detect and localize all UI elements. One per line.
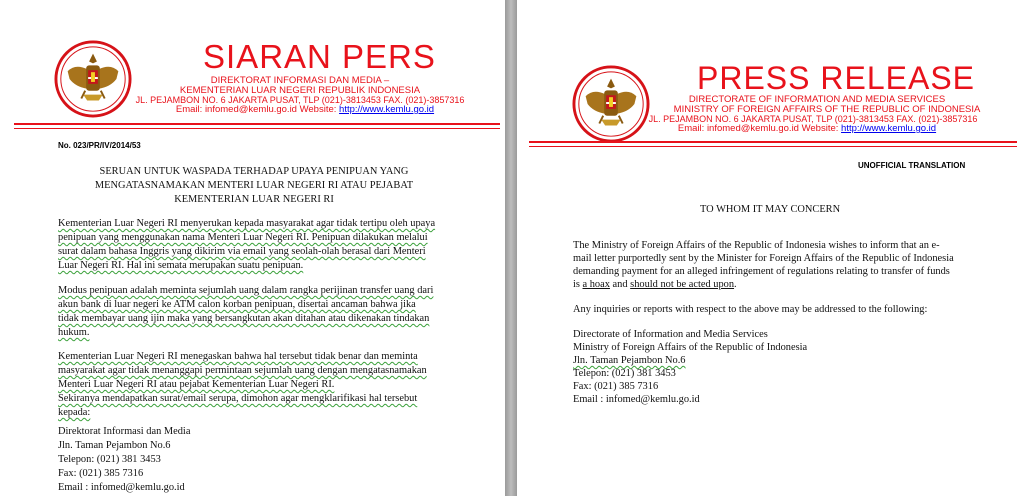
- contact-line: Fax: (021) 385 7316: [573, 381, 659, 392]
- paragraph-line: masyarakat agar tidak menanggapi permintaan sejumlah uang dengan mengatasnamakan: [58, 365, 427, 376]
- press-title: PRESS RELEASE: [697, 60, 975, 96]
- paragraph-line: tidak membayar uang ijin maka yang bersangkutan akan ditahan atau dikenakan tindakan: [58, 313, 430, 324]
- press-title: SIARAN PERS: [203, 38, 436, 75]
- website-link[interactable]: http://www.kemlu.go.id: [841, 123, 937, 134]
- paragraph-line: hukum.: [58, 327, 90, 338]
- page-gutter: [505, 0, 517, 496]
- contact-line: Email : infomed@kemlu.go.id: [573, 394, 700, 405]
- subject-line-3: KEMENTERIAN LUAR NEGERI RI: [174, 194, 334, 205]
- header-directorate: DIRECTORATE OF INFORMATION AND MEDIA SERVICES: [688, 94, 946, 105]
- contact-line: Directorate of Information and Media Services: [573, 329, 768, 340]
- contact-line: Email : infomed@kemlu.go.id: [58, 482, 185, 493]
- contact-line: Jln. Taman Pejambon No.6: [58, 440, 171, 451]
- paragraph-line: demanding payment for an alleged infringement of regulations relating to transfer of funds: [573, 266, 950, 277]
- document-page-left: [0, 0, 505, 496]
- paragraph-line: The Ministry of Foreign Affairs of the Republic of Indonesia wishes to inform that an e-: [573, 240, 940, 251]
- text-run: .: [734, 279, 737, 290]
- header-address: JL. PEJAMBON NO. 6 JAKARTA PUSAT, TLP (021)-3813453 FAX. (021)-3857316: [135, 95, 465, 105]
- header-rule: [14, 123, 500, 125]
- header-rule: [529, 141, 1017, 143]
- contact-line: Telepon: (021) 381 3453: [573, 368, 676, 379]
- header-directorate: DIREKTORAT INFORMASI DAN MEDIA –: [210, 75, 390, 86]
- inquiries-paragraph: Any inquiries or reports with respect to the above may be addressed to the following:: [573, 304, 928, 315]
- subject-line-2: MENGATASNAMAKAN MENTERI LUAR NEGERI RI ATAU PEJABAT: [94, 180, 414, 191]
- paragraph-line: mail letter purportedly sent by the Minister for Foreign Affairs of the Republic of Indonesia: [573, 253, 954, 264]
- garuda-emblem-icon: [54, 40, 132, 118]
- contact-line: Telepon: (021) 381 3453: [58, 454, 161, 465]
- paragraph-line: Kementerian Luar Negeri RI menyerukan kepada masyarakat agar tidak tertipu oleh upaya: [58, 218, 436, 229]
- document-page-right: [517, 0, 1022, 496]
- header-contact: [150, 105, 460, 115]
- contact-line: Ministry of Foreign Affairs of the Republic of Indonesia: [573, 342, 808, 353]
- unofficial-translation-label: UNOFFICIAL TRANSLATION: [858, 161, 966, 170]
- header-rule-thin: [14, 128, 500, 129]
- header-rule-thin: [529, 146, 1017, 147]
- not-acted-upon-text: should not be acted upon: [630, 279, 735, 290]
- paragraph-line: Menteri Luar Negeri RI atau pejabat Kementerian Luar Negeri RI.: [58, 379, 335, 390]
- text-run: and: [609, 279, 631, 290]
- contact-line: Jln. Taman Pejambon No.6: [573, 355, 686, 366]
- paragraph-line: kepada:: [58, 407, 91, 418]
- garuda-emblem-icon: [572, 65, 650, 143]
- salutation: TO WHOM IT MAY CONCERN: [700, 204, 841, 215]
- paragraph-line: Kementerian Luar Negeri RI menegaskan bahwa hal tersebut tidak benar dan meminta: [58, 351, 418, 362]
- hoax-text: a hoax: [582, 279, 610, 290]
- text-run: is: [573, 279, 583, 290]
- contact-line: Fax: (021) 385 7316: [58, 468, 144, 479]
- subject-line-1: SERUAN UNTUK WASPADA TERHADAP UPAYA PENIPUAN YANG: [99, 166, 409, 177]
- paragraph-line: akun bank di luar negeri ke ATM calon korban penipuan, disertai ancaman bahwa jika: [58, 299, 416, 310]
- paragraph-line: Sekiranya mendapatkan surat/email serupa, dimohon agar mengklarifikasi hal tersebut: [58, 393, 418, 404]
- header-ministry: MINISTRY OF FOREIGN AFFAIRS OF THE REPUBLIC OF INDONESIA: [673, 104, 981, 115]
- paragraph-line: Modus penipuan adalah meminta sejumlah uang dalam rangka perijinan transfer uang dari: [58, 285, 434, 296]
- release-number: No. 023/PR/IV/2014/53: [58, 141, 141, 150]
- paragraph-line: Luar Negeri RI. Hal ini semata merupakan suatu penipuan.: [58, 260, 304, 271]
- paragraph-line: [573, 278, 737, 292]
- paragraph-line: surat dalam bahasa Inggris yang dikirim via email yang seolah-olah berasal dari Menteri: [58, 246, 426, 257]
- contact-line: Direktorat Informasi dan Media: [58, 426, 191, 437]
- header-contact: [657, 124, 957, 134]
- paragraph-line: penipuan yang menggunakan nama Menteri Luar Negeri RI. Penipuan dilakukan melalui: [58, 232, 428, 243]
- header-ministry: KEMENTERIAN LUAR NEGERI REPUBLIK INDONESIA: [179, 85, 421, 96]
- header-email: Email: infomed@kemlu.go.id Website:: [677, 123, 839, 134]
- header-email: Email: infomed@kemlu.go.id Website:: [175, 104, 337, 115]
- header-address: JL. PEJAMBON NO. 6 JAKARTA PUSAT, TLP (021)-3813453 FAX. (021)-3857316: [648, 114, 978, 124]
- website-link[interactable]: http://www.kemlu.go.id: [339, 104, 435, 115]
